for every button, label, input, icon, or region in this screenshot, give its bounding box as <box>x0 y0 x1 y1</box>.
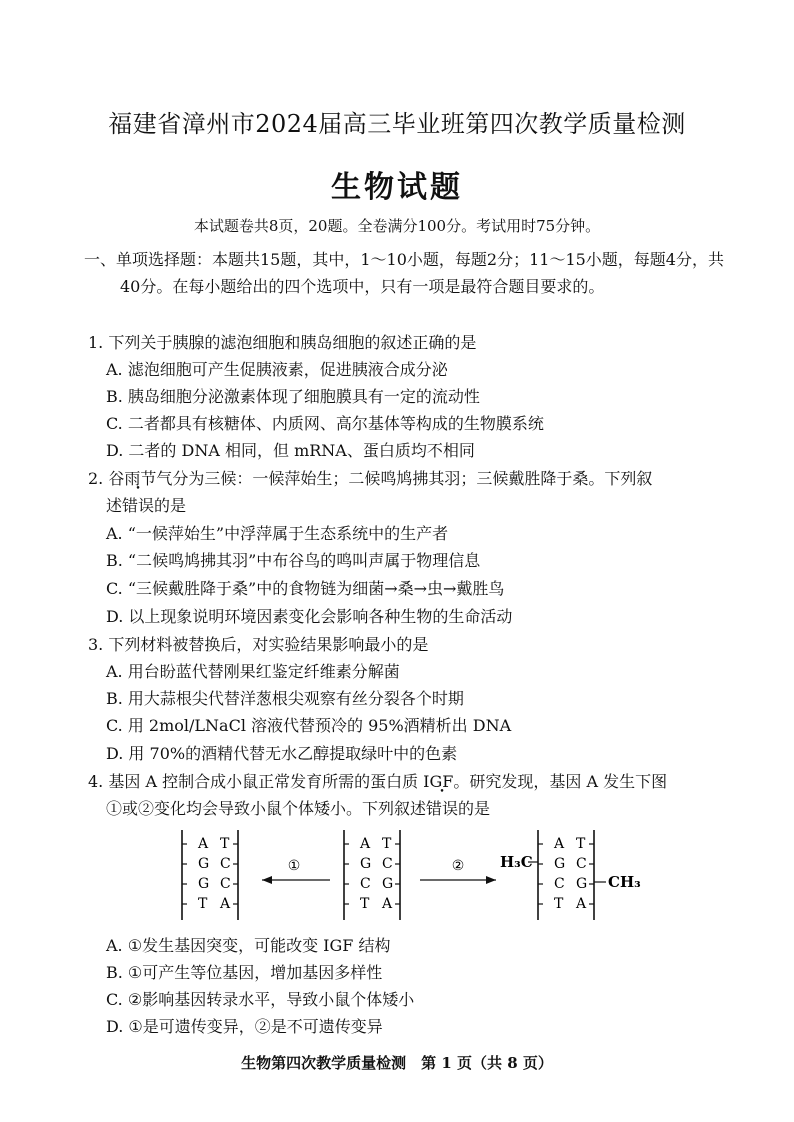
right-base-right: T <box>576 836 586 852</box>
arrow-2-label: ② <box>451 858 465 874</box>
dna-methylation-figure <box>0 820 794 930</box>
methyl-group-right: CH₃ <box>608 873 641 891</box>
left-base-right: T <box>220 836 230 852</box>
left-base-right: C <box>220 856 231 872</box>
question-4-emphasis: 错误 <box>426 799 459 818</box>
exam-note: 本试题卷共8页，20题。全卷满分100分。考试用时75分钟。 <box>193 217 601 235</box>
arrow-1-label: ① <box>287 858 301 874</box>
right-base-right: A <box>576 896 587 912</box>
middle-base-right: A <box>382 896 393 912</box>
question-4-option-d: D. ①是可遗传变异，②是不可遗传变异 <box>106 1017 383 1036</box>
question-1-option-b: B. 胰岛细胞分泌激素体现了细胞膜具有一定的流动性 <box>106 387 480 406</box>
question-4-option-b: B. ①可产生等位基因，增加基因多样性 <box>106 963 383 982</box>
question-2-option-a: A. “一候萍始生”中浮萍属于生态系统中的生产者 <box>106 524 449 543</box>
question-3-option-d: D. 用 70%的酒精代替无水乙醇提取绿叶中的色素 <box>106 744 458 763</box>
question-3-option-b: B. 用大蒜根尖代替洋葱根尖观察有丝分裂各个时期 <box>106 689 464 708</box>
right-base-left: G <box>554 856 566 872</box>
dna-strands-group <box>182 830 594 920</box>
question-1-stem: 1. 下列关于胰腺的滤泡细胞和胰岛细胞的叙述正确的是 <box>88 333 477 352</box>
question-3-option-c: C. 用 2mol/LNaCl 溶液代替预冷的 95%酒精析出 DNA <box>106 716 512 735</box>
right-base-left: A <box>554 836 565 852</box>
right-base-right: G <box>576 876 588 892</box>
middle-base-right: T <box>382 836 392 852</box>
left-base-left: G <box>198 856 210 872</box>
question-2-option-b: B. “二候鸣鸠拂其羽”中布谷鸟的鸣叫声属于物理信息 <box>106 551 481 570</box>
question-4-stem-post: 的是 <box>458 799 491 818</box>
question-2-stem-line1: 2. 谷雨节气分为三候：一候萍始生；二候鸣鸠拂其羽；三候戴胜降于桑。下列叙 <box>88 469 653 488</box>
question-4-stem-line1: 4. 基因 A 控制合成小鼠正常发育所需的蛋白质 IGF。研究发现，基因 A 发生下图 <box>88 772 668 791</box>
section-heading-text: 一、单项选择题：本题共15题，其中，1～10小题，每题2分；11～15小题，每题4分，共40分。在每小题给出的四个选项中，只有一项是最符合题目要求的。 <box>84 250 724 296</box>
section-heading <box>84 246 724 300</box>
question-2-option-c: C. “三候戴胜降于桑”中的食物链为细菌→桑→虫→戴胜鸟 <box>106 579 505 598</box>
question-1-option-c: C. 二者都具有核糖体、内质网、高尔基体等构成的生物膜系统 <box>106 414 544 433</box>
question-2-emphasis: 错误 <box>122 496 155 515</box>
middle-base-left: C <box>360 876 371 892</box>
right-base-left: T <box>554 896 564 912</box>
middle-base-left: A <box>360 836 371 852</box>
question-3-stem: 3. 下列材料被替换后，对实验结果影响最小的是 <box>88 635 429 654</box>
question-4-option-a: A. ①发生基因突变，可能改变 IGF 结构 <box>106 936 391 955</box>
question-1-option-d: D. 二者的 DNA 相同，但 mRNA、蛋白质均不相同 <box>106 441 475 460</box>
left-base-left: T <box>198 896 208 912</box>
middle-base-left: T <box>360 896 370 912</box>
question-3-option-a: A. 用台盼蓝代替刚果红鉴定纤维素分解菌 <box>106 662 400 681</box>
question-1-option-a: A. 滤泡细胞可产生促胰液素，促进胰液合成分泌 <box>106 360 448 379</box>
question-4-stem-pre: ①或②变化均会导致小鼠个体矮小。下列叙述 <box>106 799 427 818</box>
right-base-left: C <box>554 876 565 892</box>
question-2-stem-pre: 述 <box>106 496 123 515</box>
exam-title: 福建省漳州市2024届高三毕业班第四次教学质量检测 <box>108 110 686 138</box>
left-base-right: A <box>220 896 231 912</box>
left-base-left: A <box>198 836 209 852</box>
page-footer: 生物第四次教学质量检测 第 1 页（共 8 页） <box>241 1054 553 1072</box>
arrow-1-head <box>262 876 272 884</box>
middle-base-right: C <box>382 856 393 872</box>
question-4-stem-line2 <box>106 796 490 819</box>
question-2-stem-line2 <box>106 493 186 516</box>
left-base-left: G <box>198 876 210 892</box>
right-base-right: C <box>576 856 587 872</box>
middle-base-left: G <box>360 856 372 872</box>
middle-base-right: G <box>382 876 394 892</box>
subject-title: 生物试题 <box>331 170 463 205</box>
arrow-2-head <box>486 876 496 884</box>
question-2-option-d: D. 以上现象说明环境因素变化会影响各种生物的生命活动 <box>106 607 513 626</box>
methyl-group-left: H₃C <box>500 853 533 871</box>
left-base-right: C <box>220 876 231 892</box>
question-4-option-c: C. ②影响基因转录水平，导致小鼠个体矮小 <box>106 990 415 1009</box>
question-2-stem-post: 的是 <box>154 496 187 515</box>
